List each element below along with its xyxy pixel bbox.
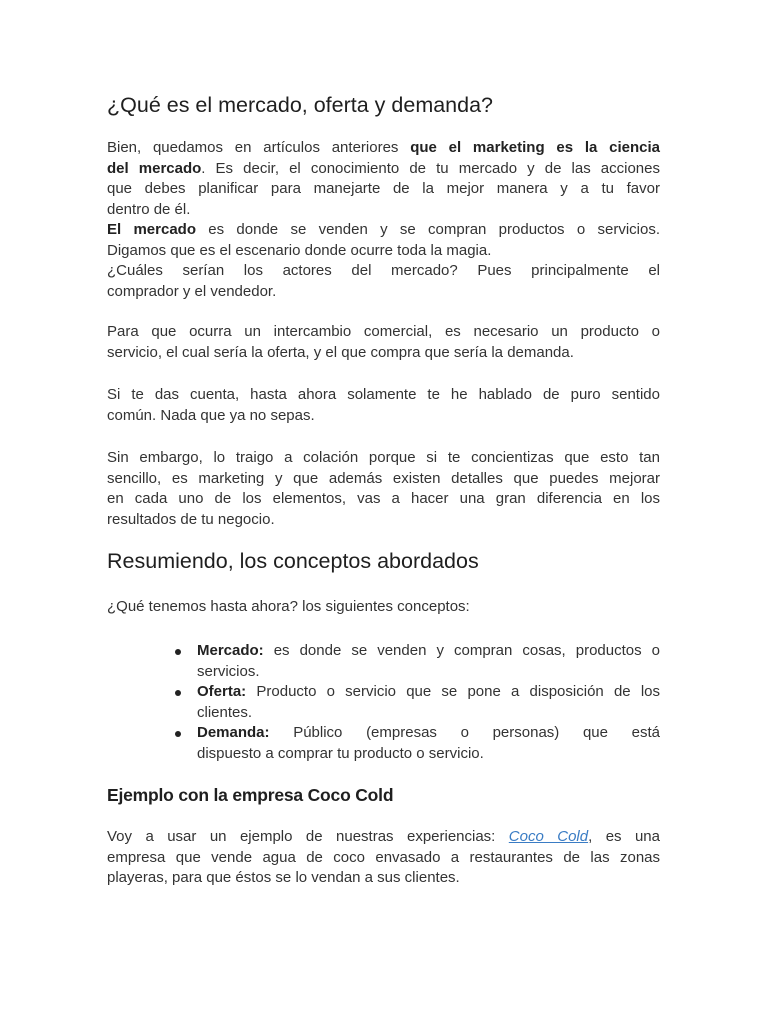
- text-line: ¿Cuáles serían los actores del mercado? Pues principalmente el: [107, 262, 660, 279]
- text-line: dentro de él.: [107, 200, 191, 218]
- list-item-demanda: [197, 723, 660, 764]
- concepts-list: [197, 641, 660, 764]
- text-line: del mercado. Es decir, el conocimiento de tu mercado y de las acciones: [107, 159, 660, 177]
- text-line: Oferta: Producto o servicio que se pone a disposición de los: [197, 683, 660, 700]
- bold-phrase: que el marketing es la ciencia: [410, 139, 661, 156]
- bold-phrase: del mercado: [107, 159, 202, 177]
- coco-cold-link[interactable]: Coco Cold: [508, 828, 589, 845]
- concept-term: Mercado:: [197, 642, 264, 659]
- text-line: playeras, para que éstos se lo vendan a sus clientes.: [107, 869, 460, 886]
- main-heading: ¿Qué es el mercado, oferta y demanda?: [107, 93, 494, 117]
- text-line: Mercado: es donde se venden y compran cosas, productos o: [197, 642, 660, 659]
- bold-phrase: El mercado: [107, 221, 196, 238]
- concept-term: Oferta:: [197, 683, 247, 700]
- text-line: dispuesto a comprar tu producto o servicio.: [197, 744, 484, 762]
- example-heading: Ejemplo con la empresa Coco Cold: [107, 785, 394, 805]
- text-line: sencillo, es marketing y que además existen detalles que puedes mejorar: [107, 469, 660, 487]
- paragraph-intro: [107, 138, 660, 302]
- summary-intro: [107, 597, 660, 618]
- text-line: en cada uno de los elementos, vas a hacer una gran diferencia en los: [107, 490, 660, 507]
- text-line: servicio, el cual sería la oferta, y el que compra que sería la demanda.: [107, 343, 574, 361]
- bullet-icon: [175, 690, 181, 696]
- list-item-oferta: [197, 682, 660, 723]
- text-line: Bien, quedamos en artículos anteriores que el marketing es la ciencia: [107, 139, 661, 156]
- text-line: Si te das cuenta, hasta ahora solamente te he hablado de puro sentido: [107, 386, 660, 403]
- bullet-icon: [175, 731, 181, 737]
- text-line: Voy a usar un ejemplo de nuestras experiencias: Coco Cold, es una: [107, 828, 660, 845]
- text-line: El mercado es donde se venden y se compran productos o servicios.: [107, 221, 660, 238]
- text-line: clientes.: [197, 703, 253, 721]
- paragraph-however: [107, 448, 660, 530]
- text-line: que debes planificar para manejarte de la mejor manera y a tu favor: [107, 180, 660, 197]
- bullet-icon: [175, 649, 181, 655]
- text-line: resultados de tu negocio.: [107, 510, 275, 528]
- text-line: Sin embargo, lo traigo a colación porque si te concientizas que esto tan: [107, 449, 660, 466]
- concept-term: Demanda:: [197, 724, 270, 741]
- paragraph-example: [107, 827, 660, 889]
- paragraph-common-sense: [107, 385, 660, 426]
- list-item-mercado: [197, 641, 660, 682]
- text-line: Demanda: Público (empresas o personas) que está: [197, 724, 661, 741]
- summary-heading: Resumiendo, los conceptos abordados: [107, 549, 479, 573]
- paragraph-exchange: [107, 322, 660, 363]
- text-line: servicios.: [197, 662, 260, 680]
- text-line: empresa que vende agua de coco envasado a restaurantes de las zonas: [107, 848, 660, 866]
- text-line: ¿Qué tenemos hasta ahora? los siguientes conceptos:: [107, 598, 470, 615]
- text-line: Digamos que es el escenario donde ocurre toda la magia.: [107, 241, 492, 259]
- text-line: comprador y el vendedor.: [107, 282, 277, 300]
- text-line: Para que ocurra un intercambio comercial, es necesario un producto o: [107, 323, 660, 340]
- text-line: común. Nada que ya no sepas.: [107, 406, 315, 424]
